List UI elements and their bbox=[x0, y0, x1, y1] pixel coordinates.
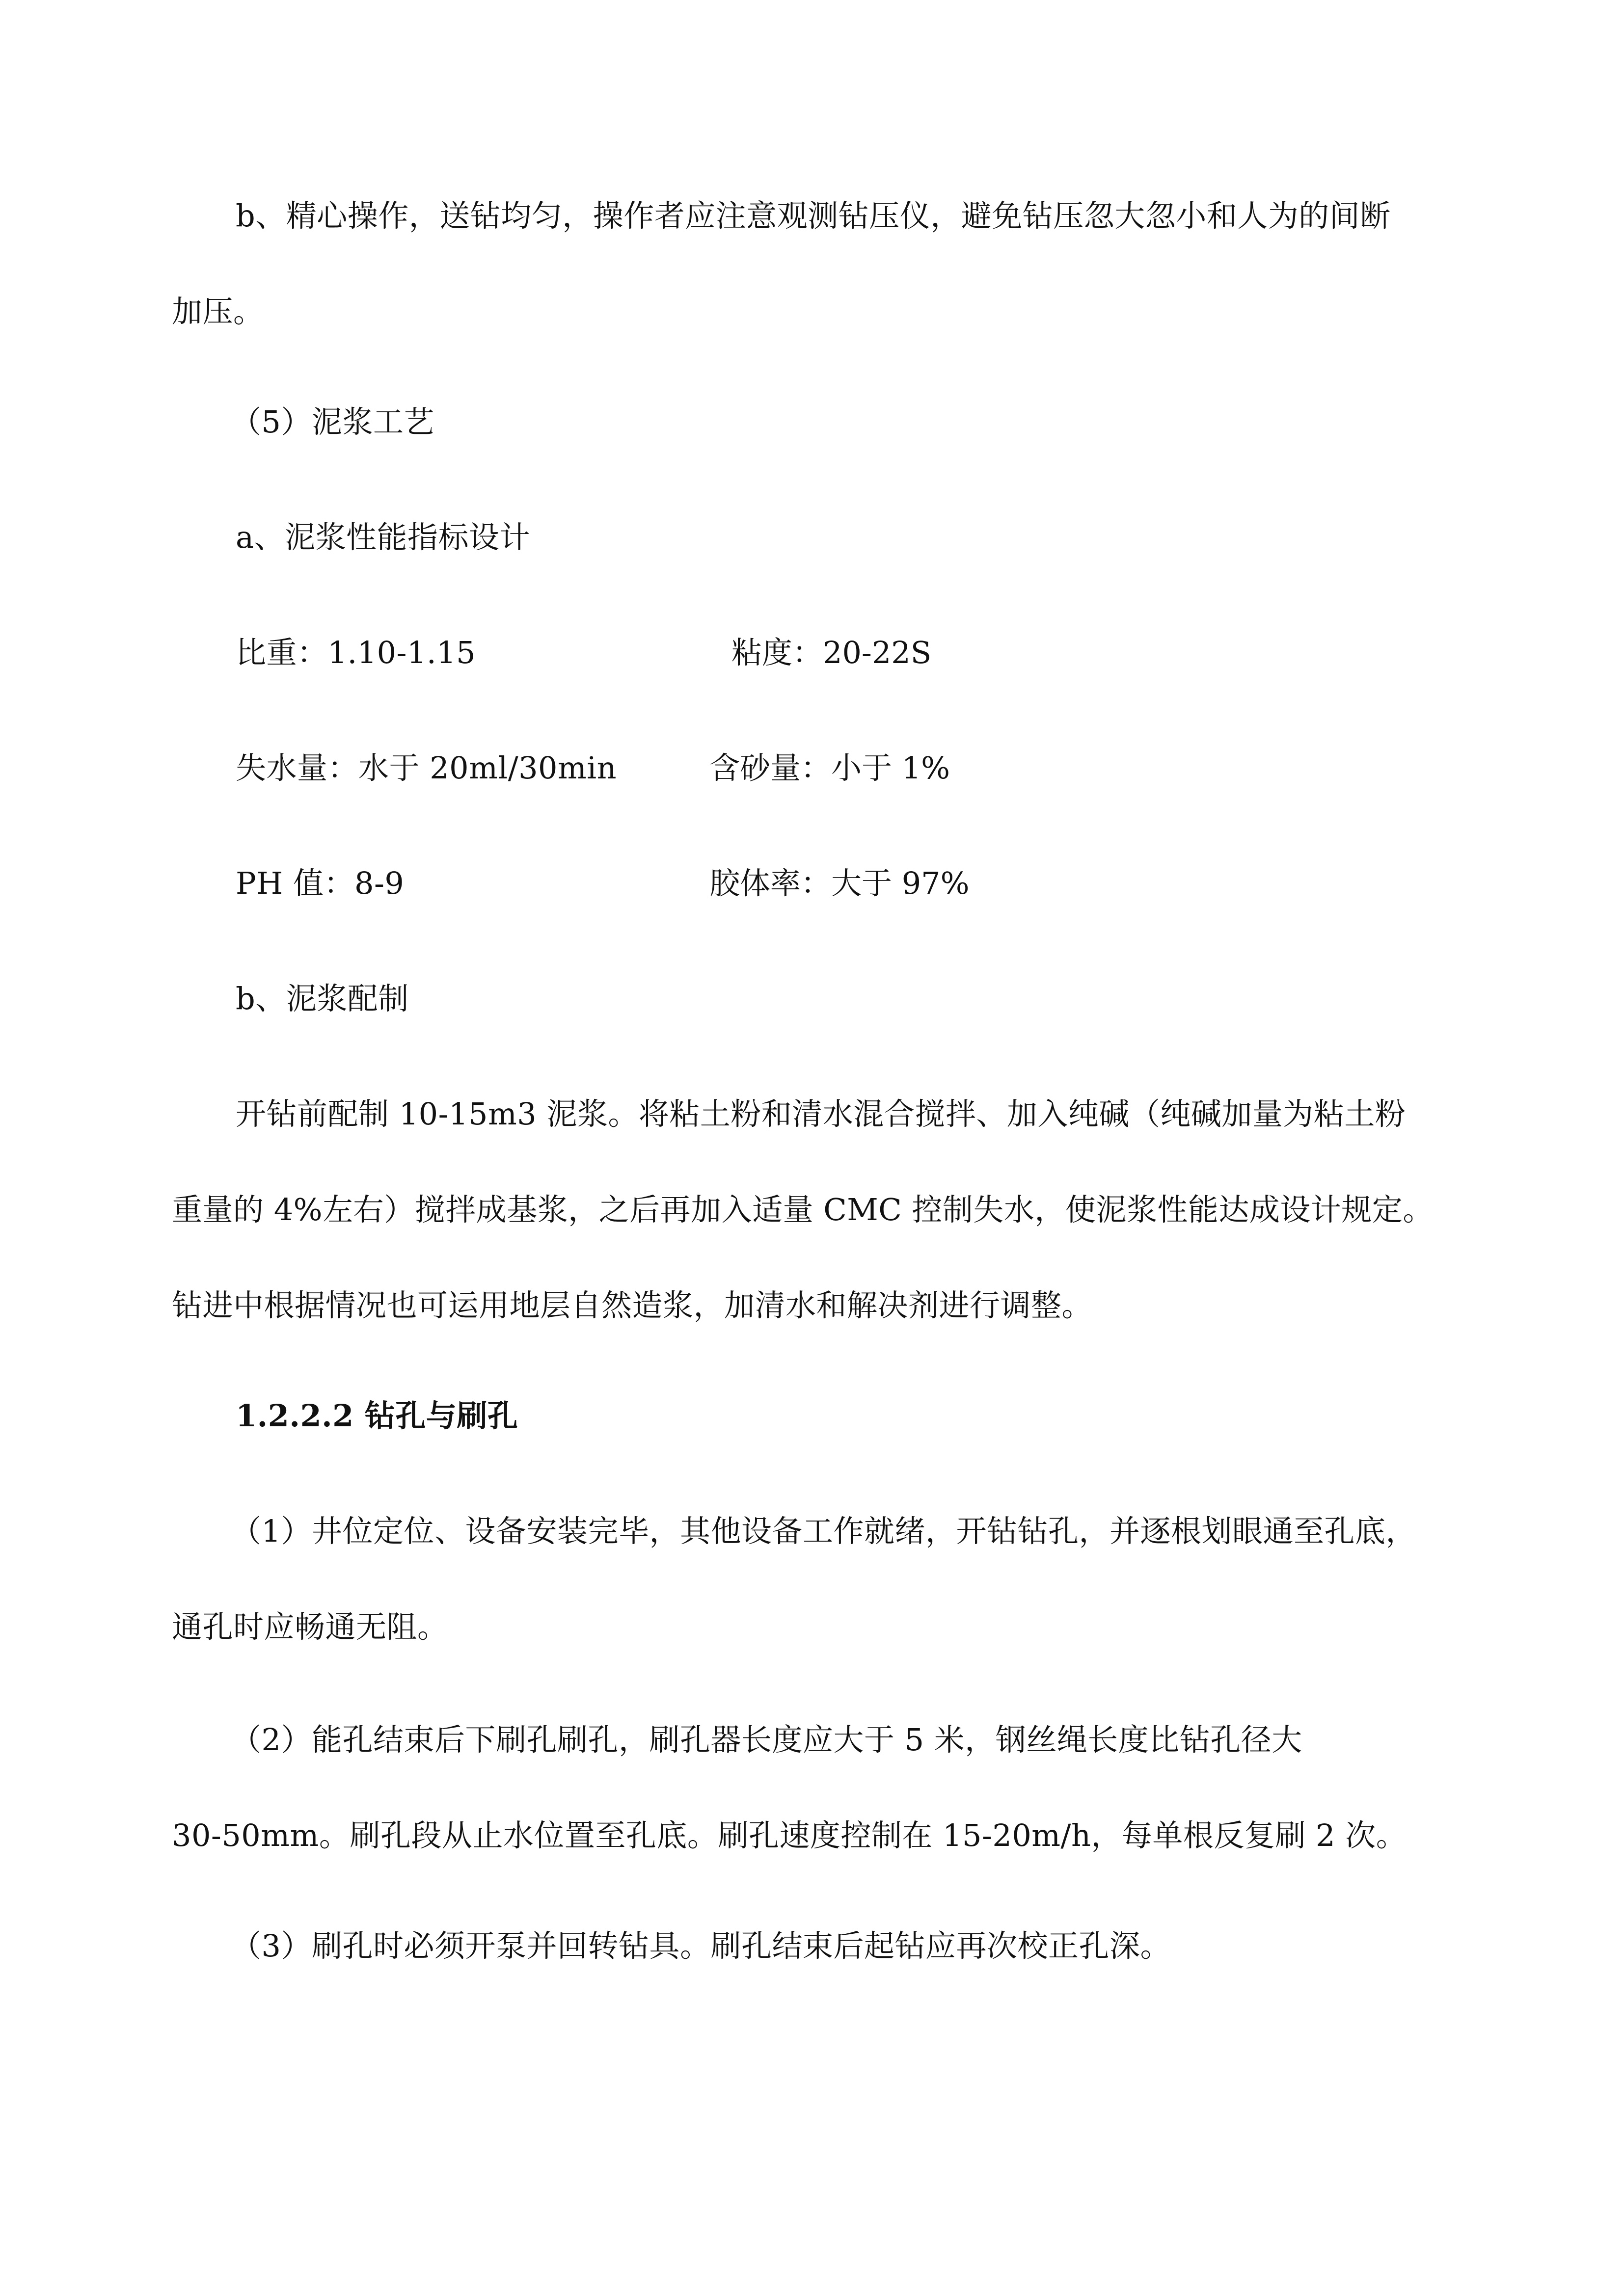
list-item-1-line: 通孔时应畅通无阻。 bbox=[172, 1609, 448, 1645]
spec-right-3: 胶体率：大于 97% bbox=[709, 865, 970, 901]
paragraph-line: 加压。 bbox=[172, 294, 264, 329]
section-heading-1-2-2-2: 1.2.2.2 钻孔与刷孔 bbox=[236, 1398, 518, 1434]
spec-left-1: 比重：1.10-1.15 bbox=[236, 635, 476, 670]
paragraph-line: 钻进中根据情况也可运用地层自然造浆，加清水和解决剂进行调整。 bbox=[172, 1287, 1093, 1323]
spec-right-1: 粘度：20-22S bbox=[731, 635, 932, 670]
paragraph-line: b、精心操作，送钻均匀，操作者应注意观测钻压仪，避免钻压忽大忽小和人为的间断 bbox=[236, 198, 1391, 234]
list-item-2-line: 30-50mm。刷孔段从止水位置至孔底。刷孔速度控制在 15-20m/h，每单根反复刷 2 次。 bbox=[172, 1817, 1407, 1853]
subheading-b: b、泥浆配制 bbox=[236, 981, 409, 1016]
paragraph-line: 重量的 4%左右）搅拌成基浆，之后再加入适量 CMC 控制失水，使泥浆性能达成设计规定。 bbox=[172, 1192, 1434, 1228]
section-heading-5: （5）泥浆工艺 bbox=[231, 404, 434, 440]
list-item-2-line: （2）能孔结束后下刷孔刷孔，刷孔器长度应大于 5 米，钢丝绳长度比钻孔径大 bbox=[231, 1722, 1302, 1758]
spec-right-2: 含砂量：小于 1% bbox=[709, 750, 950, 786]
spec-left-3: PH 值：8-9 bbox=[236, 865, 405, 901]
paragraph-line: 开钻前配制 10-15m3 泥浆。将粘土粉和清水混合搅拌、加入纯碱（纯碱加量为粘土粉 bbox=[236, 1096, 1406, 1132]
subheading-a: a、泥浆性能指标设计 bbox=[236, 519, 530, 555]
list-item-3-line: （3）刷孔时必须开泵并回转钻具。刷孔结束后起钻应再次校正孔深。 bbox=[231, 1928, 1171, 1964]
list-item-1-line: （1）井位定位、设备安装完毕，其他设备工作就绪，开钻钻孔，并逐根划眼通至孔底， bbox=[231, 1513, 1416, 1549]
spec-left-2: 失水量：水于 20ml/30min bbox=[236, 750, 617, 786]
